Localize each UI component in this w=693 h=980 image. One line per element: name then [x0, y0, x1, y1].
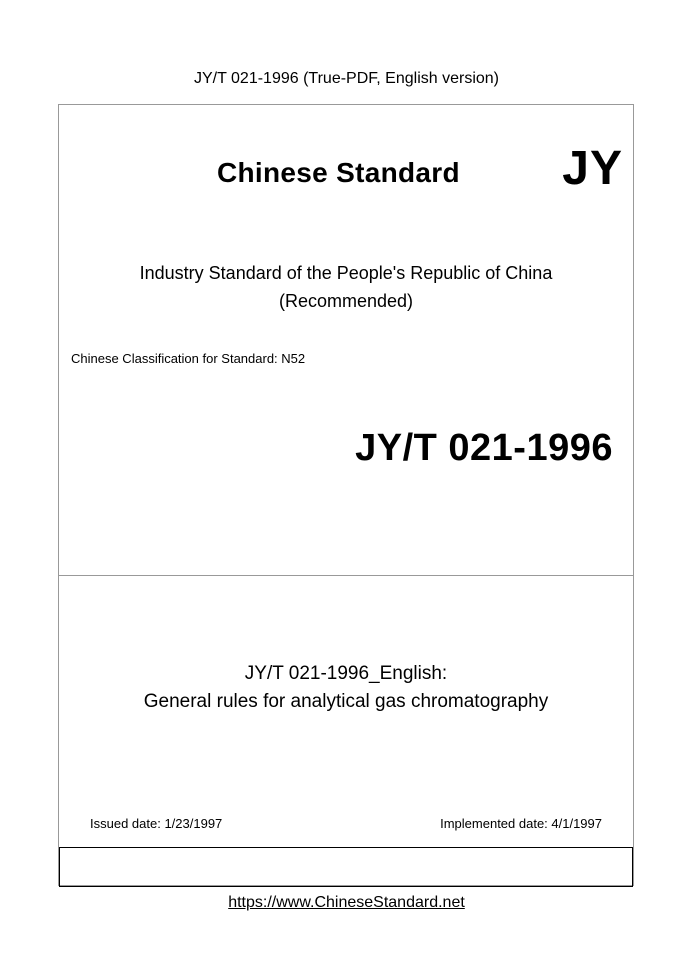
- document-title: [59, 660, 633, 716]
- brand-title: Chinese Standard: [217, 157, 460, 188]
- industry-line-1: Industry Standard of the People's Republic of China: [139, 263, 553, 283]
- document-title-line-1: JY/T 021-1996_English:: [244, 663, 448, 684]
- industry-heading: [59, 259, 633, 315]
- document-title-line-2: General rules for analytical gas chromatography: [143, 691, 549, 712]
- page-header-title: JY/T 021-1996 (True-PDF, English version): [193, 70, 499, 87]
- section-divider: [59, 575, 633, 576]
- industry-line-2: (Recommended): [278, 291, 414, 311]
- classification-label: Chinese Classification for Standard: N52: [71, 351, 306, 366]
- website-link[interactable]: https://www.ChineseStandard.net: [228, 894, 465, 911]
- cover-frame: [58, 104, 634, 886]
- standard-number: JY/T 021-1996: [355, 427, 613, 469]
- footer-box: [59, 847, 633, 887]
- implemented-date: Implemented date: 4/1/1997: [440, 816, 602, 831]
- issued-date: Issued date: 1/23/1997: [90, 816, 223, 831]
- brand-mark: JY: [562, 142, 623, 195]
